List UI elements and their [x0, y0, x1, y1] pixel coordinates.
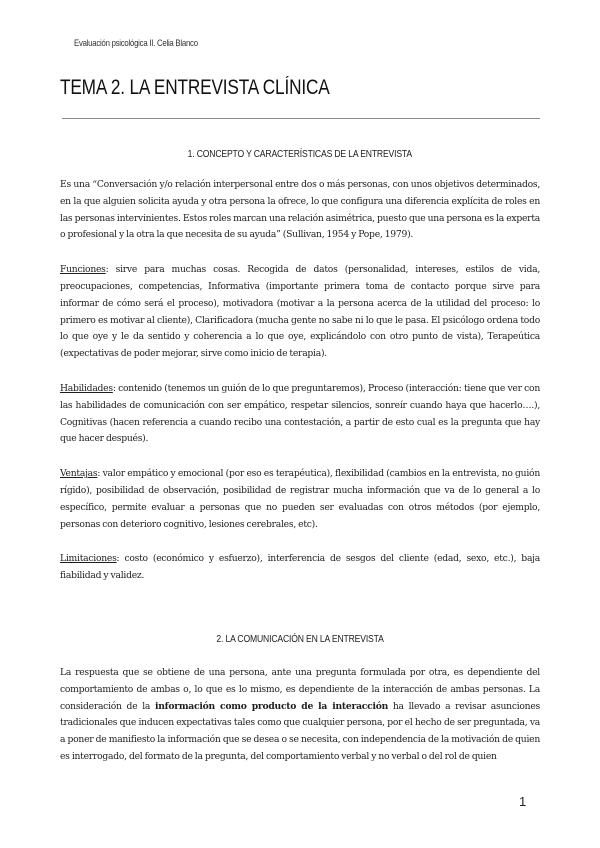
section-2-heading: 2. LA COMUNICACIÓN EN LA ENTREVISTA	[216, 633, 384, 645]
limitaciones-label: Limitaciones	[60, 553, 117, 565]
funciones-paragraph: Funciones: sirve para muchas cosas. Recogida de datos (personalidad, intereses, estilos de vida, preocupaciones, competencias, Informativa (importante primera toma de contacto porque sirve para informar de cómo será el proceso), motivadora (motivar a la persona acerca de la utilidad del proceso: lo primero es motivar al cliente), Clarificadora (mucha gente no sabe ni lo que le pasa. El psicólogo ordena todo lo que oye y le da sentido y coherencia a lo que oye, explicándolo con otro punto de vista), Terapeútica (expectativas de poder mejorar, sirve como inicio de terapia).	[60, 264, 540, 360]
habilidades-paragraph: Habilidades: contenido (tenemos un guión de lo que preguntaremos), Proceso (interacción: tiene que ver con las habilidades de comunicación con ser empático, respetar silencios, sonreír cuando haya que hacerlo….), Cognitivas (hacen referencia a cuando recibo una contestación, a partir de esto cual es la pregunta que hay que hacer después).	[60, 382, 540, 445]
key-concept: información como producto de la interacción	[154, 700, 389, 712]
running-header: Evaluación psicológica II. Celia Blanco	[74, 38, 198, 49]
page-number: 1	[519, 794, 527, 809]
habilidades-label: Habilidades	[60, 382, 113, 394]
communication-paragraph: La respuesta que se obtiene de una persona, ante una pregunta formulada por otra, es dependiente del comportamiento de ambas o, lo que es lo mismo, es dependiente de la interacción de ambas personas. La consideración de la información como producto de la interacción ha llevado a revisar asunciones tradicionales que inducen expectativas tales como que cualquier persona, por el hecho de ser preguntada, va a poner de manifiesto la información que se desea o se necesita, con independencia de la motivación de quien es interrogado, del formato de la pregunta, del comportamiento verbal y no verbal o del rol de quien	[60, 667, 541, 762]
ventajas-paragraph: Ventajas: valor empático y emocional (por eso es terapéutica), flexibilidad (cambios en la entrevista, no guión rígido), posibilidad de observación, posibilidad de registrar mucha información que va de lo general a lo específico, permite evaluar a personas que no pueden ser evaluadas con otros métodos (por ejemplo, personas con deterioro cognitivo, lesiones cerebrales, etc).	[60, 468, 540, 530]
definition-paragraph: Es una “Conversación y/o relación interpersonal entre dos o más personas, con unos objetivos determinados, en la que alguien solicita ayuda y otra persona la ofrece, lo que configura una diferencia explícita de roles en las personas intervinientes. Estos roles marcan una relación asimétrica, puesto que una persona es la experta o profesional y la otra la que necesita de su ayuda” (Sullivan, 1954 y Pope, 1979).	[60, 179, 540, 241]
section-2-body	[60, 665, 540, 784]
page-title: TEMA 2. LA ENTREVISTA CLÍNICA	[60, 76, 330, 99]
section-1-body	[60, 177, 540, 603]
limitaciones-paragraph: Limitaciones: costo (económico y esfuerzo), interferencia de sesgos del cliente (edad, sexo, etc.), baja fiabilidad y validez.	[60, 553, 540, 582]
funciones-label: Funciones	[60, 264, 106, 276]
section-1-heading: 1. CONCEPTO Y CARACTERÍSTICAS DE LA ENTREVISTA	[187, 148, 413, 160]
ventajas-label: Ventajas	[60, 468, 98, 480]
title-divider	[62, 118, 540, 119]
